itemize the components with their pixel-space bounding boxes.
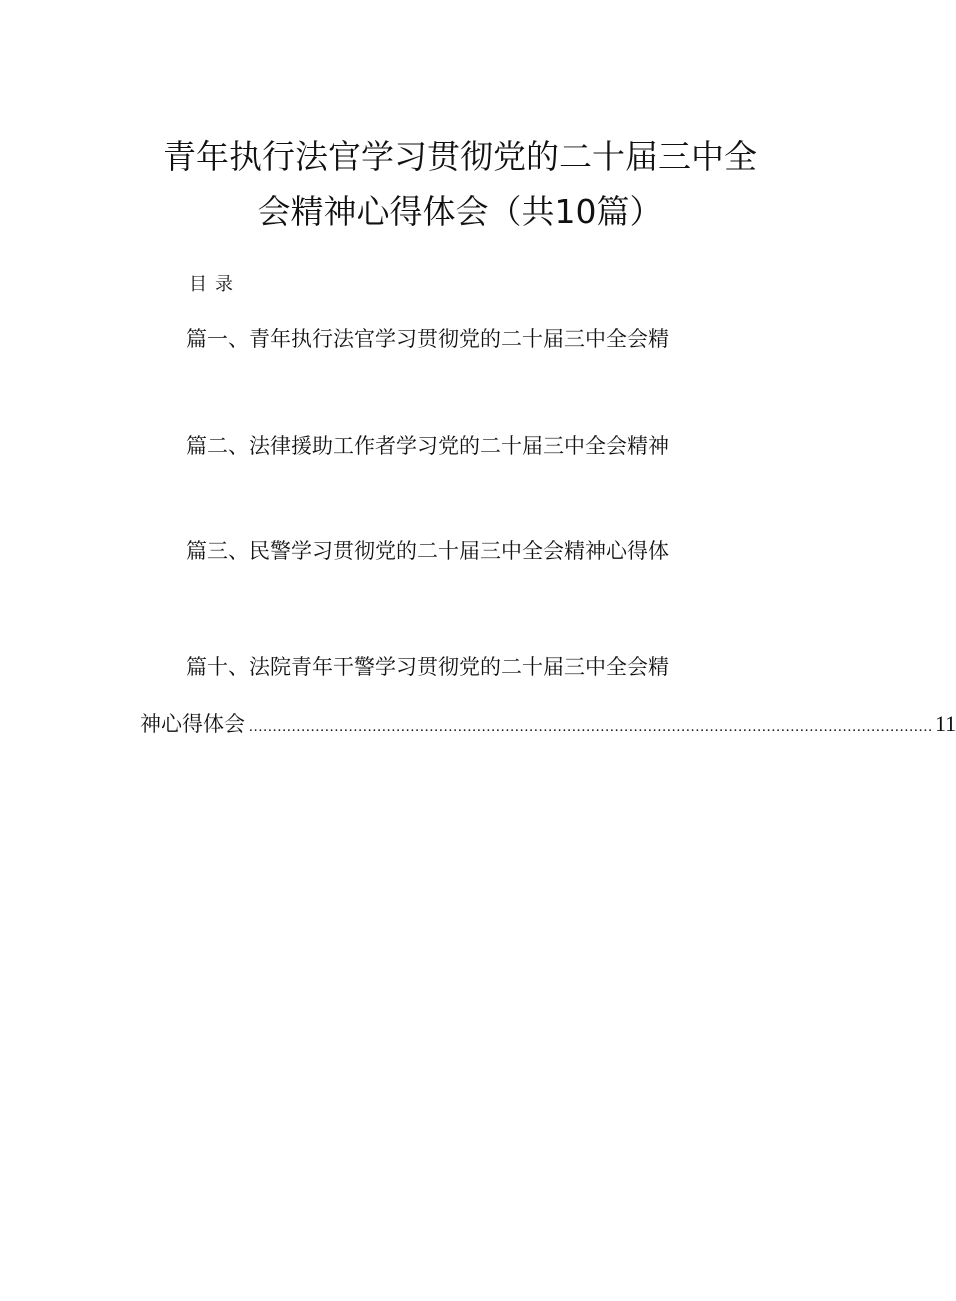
toc-entry-2[interactable]: 篇二、法律援助工作者学习党的二十届三中全会精神 <box>186 434 669 458</box>
toc-page-number: 11 <box>935 711 956 736</box>
dot-leader: ................................................................................................................................................ <box>249 719 933 735</box>
toc-entry-1[interactable]: 篇一、青年执行法官学习贯彻党的二十届三中全会精 <box>186 327 669 351</box>
toc-heading: 目录 <box>189 274 241 295</box>
toc-entry-4[interactable]: 篇十、法院青年干警学习贯彻党的二十届三中全会精 <box>186 655 669 679</box>
toc-entry-3[interactable]: 篇三、民警学习贯彻党的二十届三中全会精神心得体 <box>186 539 669 563</box>
document-title-line-2: 会精神心得体会（共10篇） <box>257 192 663 231</box>
toc-entry-4-continuation-text: 神心得体会 <box>140 712 245 736</box>
toc-entry-4-continuation[interactable] <box>140 708 956 738</box>
document-title-line-1: 青年执行法官学习贯彻党的二十届三中全 <box>163 137 757 176</box>
